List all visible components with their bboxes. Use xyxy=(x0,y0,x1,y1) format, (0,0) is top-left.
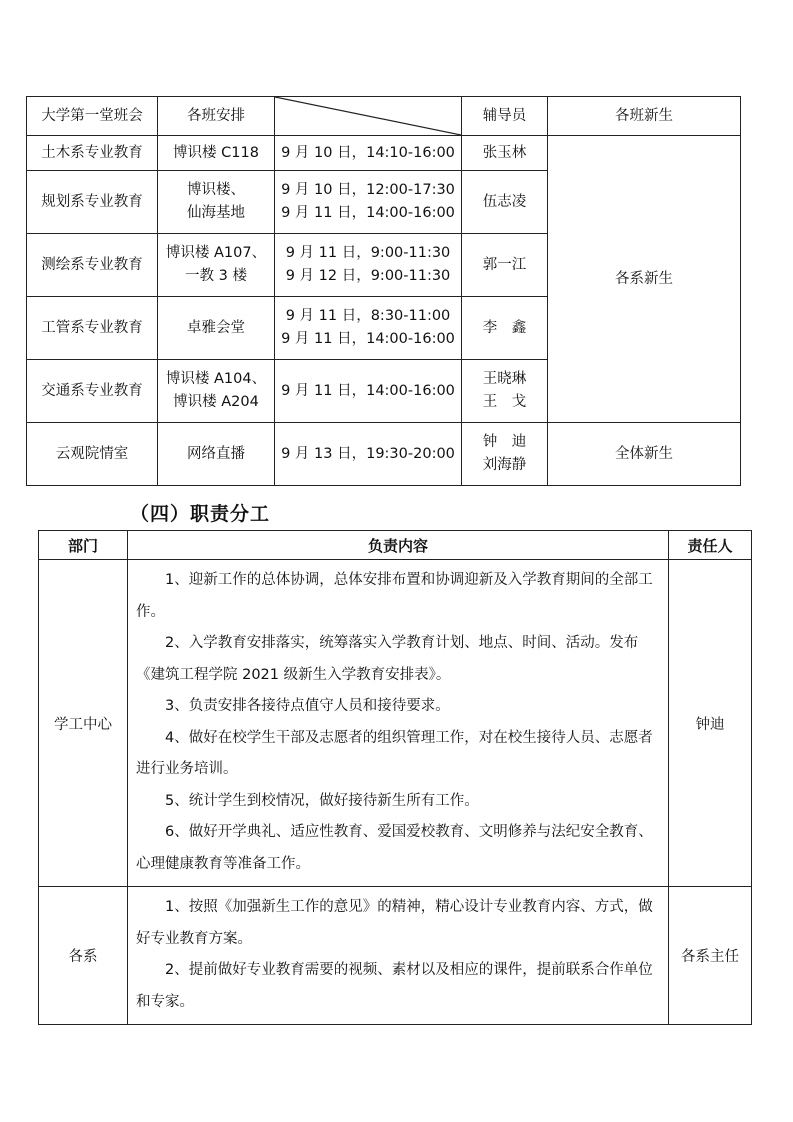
schedule-event-cell: 工管系专业教育 xyxy=(27,297,158,360)
schedule-time-cell xyxy=(275,136,462,171)
schedule-staff-cell xyxy=(462,136,548,171)
schedule-event-cell: 交通系专业教育 xyxy=(27,360,158,423)
duties-header-row xyxy=(39,531,752,560)
duty-item: 3、负责安排各接待点值守人员和接待要求。 xyxy=(165,698,450,714)
schedule-audience-cell: 全体新生 xyxy=(548,423,741,486)
duty-item: 1、按照《加强新生工作的意见》的精神，精心设计专业教育内容、方式，做好专业教育方案。 xyxy=(136,899,653,947)
schedule-time-cell xyxy=(275,234,462,297)
dept-cell: 学工中心 xyxy=(39,560,128,887)
diagonal-line xyxy=(275,97,461,135)
schedule-row xyxy=(27,423,741,486)
duty-row xyxy=(39,560,752,887)
content-cell xyxy=(128,560,669,887)
staff-name: 王 戈 xyxy=(482,394,527,410)
place-line: 仙海基地 xyxy=(187,205,245,221)
schedule-time-cell xyxy=(275,297,462,360)
place-line: 一教 3 楼 xyxy=(185,268,247,284)
schedule-place-cell xyxy=(158,360,275,423)
dept-header: 部门 xyxy=(39,531,128,560)
schedule-place-cell xyxy=(158,234,275,297)
section-heading: （四）职责分工 xyxy=(130,503,271,525)
duty-row xyxy=(39,887,752,1025)
owner-cell: 钟迪 xyxy=(669,560,752,887)
schedule-time-cell xyxy=(275,171,462,234)
time-line: 9 月 10 日，12:00-17:30 xyxy=(281,182,455,198)
diagonal-cell xyxy=(275,97,462,136)
time-line: 9 月 11 日，9:00-11:30 xyxy=(285,245,451,261)
staff-name: 郭一江 xyxy=(482,256,527,273)
schedule-place-cell xyxy=(158,423,275,486)
schedule-event-cell: 大学第一堂班会 xyxy=(27,97,158,136)
staff-name: 王晓琳 xyxy=(482,371,527,387)
place-line: 博识楼 A204 xyxy=(173,394,259,410)
duties-table xyxy=(38,530,752,1025)
place-line: 博识楼、 xyxy=(187,182,245,198)
schedule-staff-cell xyxy=(462,423,548,486)
schedule-time-cell xyxy=(275,360,462,423)
schedule-staff-cell xyxy=(462,360,548,423)
place-line: 博识楼 A104、 xyxy=(165,371,267,387)
time-line: 9 月 13 日，19:30-20:00 xyxy=(281,445,455,462)
dept-cell: 各系 xyxy=(39,887,128,1025)
duty-item: 2、入学教育安排落实，统筹落实入学教育计划、地点、时间、活动。发布《建筑工程学院 2021 级新生入学教育安排表》。 xyxy=(136,635,639,683)
schedule-place-cell xyxy=(158,136,275,171)
schedule-time-cell xyxy=(275,423,462,486)
time-line: 9 月 11 日，14:00-16:00 xyxy=(281,205,455,221)
time-line: 9 月 11 日，8:30-11:00 xyxy=(285,308,451,324)
schedule-table xyxy=(26,96,741,486)
staff-name: 张玉林 xyxy=(482,144,527,161)
schedule-place-cell xyxy=(158,171,275,234)
schedule-event-cell: 测绘系专业教育 xyxy=(27,234,158,297)
schedule-header-row xyxy=(27,97,741,136)
staff-name: 钟 迪 xyxy=(482,434,527,450)
schedule-place-cell xyxy=(158,297,275,360)
place-line: 博识楼 C118 xyxy=(173,144,259,161)
content-cell xyxy=(128,887,669,1025)
time-line: 9 月 11 日，14:00-16:00 xyxy=(281,331,455,347)
time-line: 9 月 11 日，14:00-16:00 xyxy=(281,382,455,399)
content-header: 负责内容 xyxy=(128,531,669,560)
owner-header: 责任人 xyxy=(669,531,752,560)
schedule-event-cell: 土木系专业教育 xyxy=(27,136,158,171)
time-line: 9 月 10 日，14:10-16:00 xyxy=(281,144,455,161)
schedule-staff-cell xyxy=(462,171,548,234)
schedule-staff-cell xyxy=(462,297,548,360)
duty-item: 4、做好在校学生干部及志愿者的组织管理工作，对在校生接待人员、志愿者进行业务培训。 xyxy=(136,729,653,777)
duty-item: 2、提前做好专业教育需要的视频、素材以及相应的课件，提前联系合作单位和专家。 xyxy=(136,962,653,1010)
duty-item: 6、做好开学典礼、适应性教育、爱国爱校教育、文明修养与法纪安全教育、心理健康教育等准备工作。 xyxy=(136,824,653,872)
place-line: 卓雅会堂 xyxy=(187,319,245,336)
schedule-audience-cell: 各系新生 xyxy=(548,136,741,423)
duty-item: 1、迎新工作的总体协调，总体安排布置和协调迎新及入学教育期间的全部工作。 xyxy=(136,572,653,620)
schedule-staff-cell: 辅导员 xyxy=(462,97,548,136)
schedule-row xyxy=(27,136,741,171)
owner-cell: 各系主任 xyxy=(669,887,752,1025)
schedule-staff-cell xyxy=(462,234,548,297)
time-line: 9 月 12 日，9:00-11:30 xyxy=(285,268,451,284)
duty-item: 5、统计学生到校情况，做好接待新生所有工作。 xyxy=(165,792,479,809)
schedule-event-cell: 云观院情室 xyxy=(27,423,158,486)
schedule-event-cell: 规划系专业教育 xyxy=(27,171,158,234)
place-line: 博识楼 A107、 xyxy=(165,245,267,261)
schedule-place-cell: 各班安排 xyxy=(158,97,275,136)
schedule-audience-cell: 各班新生 xyxy=(548,97,741,136)
staff-name: 刘海静 xyxy=(482,457,527,473)
staff-name: 伍志凌 xyxy=(482,193,527,210)
staff-name: 李 鑫 xyxy=(482,319,527,336)
place-line: 网络直播 xyxy=(187,445,245,462)
